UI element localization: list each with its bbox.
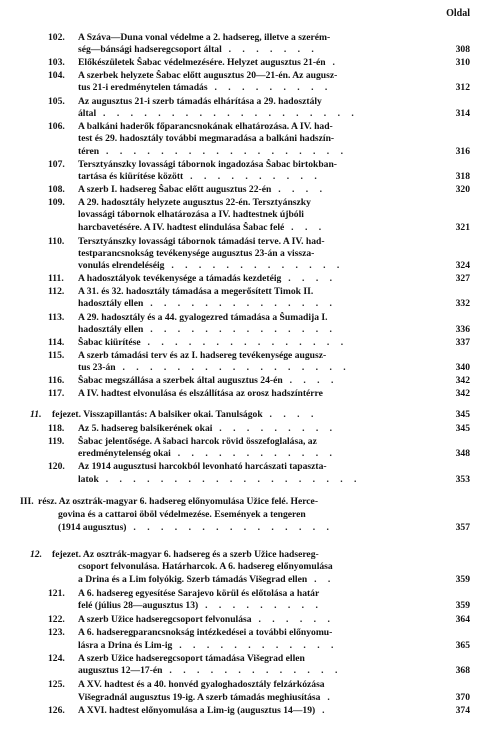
entry-number: 111.: [48, 273, 64, 284]
page-number: 320: [455, 184, 470, 195]
toc-chapter-line: [30, 549, 440, 560]
entry-title: A balkáni haderők főparancsnokának elhatározása. A IV. had-: [78, 121, 333, 132]
entry-title: A szerb Užice hadseregcsoport felvonulása: [78, 614, 252, 625]
toc-entry-line: [48, 197, 440, 208]
toc-entry-line: [78, 574, 440, 585]
toc-entry-line: [78, 298, 440, 309]
entry-number: III.: [20, 496, 34, 507]
dot-leader: . . . . . . . . . . . . . . .: [126, 522, 334, 533]
page-number: 327: [455, 273, 470, 284]
entry-title: Tersztyánszky lovassági tábornok ingadozása Šabac birtokban-: [78, 159, 337, 170]
page-number: 332: [455, 298, 470, 309]
toc-entry-line: [48, 159, 440, 170]
page-number: 324: [455, 260, 470, 271]
entry-title: augusztus 12—17-én: [78, 665, 163, 676]
page-number: 342: [455, 388, 470, 399]
entry-title: téren: [78, 146, 100, 157]
toc-entry-line: [78, 82, 440, 93]
dot-leader: . . . . . . . . . . . . .: [164, 260, 344, 271]
toc-entry-line: [48, 705, 440, 716]
entry-number: 124.: [48, 653, 65, 664]
entry-number: 107.: [48, 159, 65, 170]
entry-title: vonulás elrendeléséig: [78, 260, 165, 271]
toc-entry-line: [78, 665, 440, 676]
dot-leader: . . . .: [262, 409, 318, 420]
dot-leader: . . . .: [271, 184, 327, 195]
entry-title: Tersztyánszky lovassági tábornok támadási terve. A IV. had-: [78, 236, 325, 247]
dot-leader: . . . . . . . . . . . . .: [162, 665, 342, 676]
page-number: 364: [455, 614, 470, 625]
toc-entry-line: [78, 474, 440, 485]
entry-title: harcbavetésére. A IV. hadtest elindulása Šabac felé: [78, 222, 285, 233]
toc-entry-line: [78, 362, 440, 373]
dot-leader: . . . . . . . . . .: [183, 171, 322, 182]
toc-entry-line: [48, 96, 440, 107]
entry-title: tus 21-i eredménytelen támadás: [78, 82, 208, 93]
entry-title: csoport felvonulása. Határharcok. A 6. hadsereg előnyomulása: [78, 561, 333, 572]
dot-leader: . . . . . . . . . . . . . . . . .: [115, 362, 351, 373]
toc-entry-line: [48, 461, 440, 472]
dot-leader: . . . .: [282, 375, 338, 386]
page-number: 312: [455, 82, 470, 93]
page-number: 345: [455, 423, 470, 434]
dot-leader: . . . . . . . . . . . . . .: [143, 324, 337, 335]
toc-entry-line: [48, 337, 440, 348]
dot-leader: . . . . . .: [251, 614, 335, 625]
toc-entry-line: [78, 448, 440, 459]
entry-title: A szerb I. hadsereg Šabac előtt augusztus 22-én: [78, 184, 272, 195]
toc-entry-line: [48, 614, 440, 625]
toc-entry-line: [78, 248, 440, 259]
toc-entry-line: [78, 171, 440, 182]
entry-title: a Drina és a Lim folyókig. Szerb támadás Višegrad ellen: [78, 574, 308, 585]
dot-leader: . . . . . . . . . . . .: [170, 448, 337, 459]
entry-number: 112.: [48, 286, 65, 297]
toc-entry-line: [48, 588, 440, 599]
toc-chapter-line: [30, 409, 440, 420]
entry-title: tartása és kiürítése között: [78, 171, 184, 182]
entry-title: A 29. hadosztály és a 44. gyalogezred támadása a Šumadija I.: [78, 312, 328, 323]
entry-number: 118.: [48, 423, 65, 434]
page-number: 318: [455, 171, 470, 182]
entry-title: Az augusztus 21-i szerb támadás elhárítása a 29. hadosztály: [78, 96, 322, 107]
entry-title: A szerb Užice hadseregcsoport támadása Višegrad ellen: [78, 653, 305, 664]
toc-entry-line: [48, 70, 440, 81]
dot-leader: . . . . . . . . . . . . . .: [143, 298, 337, 309]
entry-title: fejezet. Az osztrák-magyar 6. hadsereg és a szerb Užice hadsereg-: [52, 549, 319, 560]
entry-title: felé (július 28—augusztus 13): [78, 600, 199, 611]
entry-title: A 6. hadseregparancsnokság intézkedései a további előnyomu-: [78, 627, 333, 638]
dot-leader: .: [315, 705, 329, 716]
page-number: 368: [455, 665, 470, 676]
page-number: 370: [455, 692, 470, 703]
page-number: 321: [455, 222, 470, 233]
page-number: 359: [455, 600, 470, 611]
entry-number: 119.: [48, 436, 65, 447]
toc-entry-line: [48, 273, 440, 284]
toc-entry-line: [48, 121, 440, 132]
entry-number: 11.: [30, 409, 42, 420]
entry-number: 120.: [48, 461, 65, 472]
entry-number: 123.: [48, 627, 65, 638]
toc-part-line: [20, 496, 440, 507]
entry-title: ség—bánsági hadseregcsoport által: [78, 44, 222, 55]
entry-title: A XV. hadtest és a 40. honvéd gyaloghadosztály felzárkózása: [78, 679, 325, 690]
page-number: 337: [455, 337, 470, 348]
toc-entry-line: [78, 44, 440, 55]
toc-entry-line: [48, 350, 440, 361]
dot-leader: .: [320, 692, 335, 703]
entry-title: fejezet. Visszapillantás: A balsiker okai. Tanulságok: [52, 409, 263, 420]
dot-leader: .: [325, 57, 340, 68]
entry-number: 117.: [48, 388, 65, 399]
entry-number: 108.: [48, 184, 65, 195]
entry-title: Az 5. hadsereg balsikerének okai: [78, 423, 213, 434]
dot-leader: . .: [307, 574, 335, 585]
dot-leader: . . . . . . . . . . . . . . . . . . .: [98, 474, 361, 485]
toc-entry-line: [48, 388, 440, 399]
entry-title: govina és a cattaroi öböl védelmezése. Események a tengeren: [58, 509, 306, 520]
entry-number: 113.: [48, 312, 65, 323]
entry-title: lovassági tábornok elhatározása a IV. hadtestnek újbóli: [78, 209, 304, 220]
entry-number: 103.: [48, 57, 65, 68]
entry-title: rész. Az osztrák-magyar 6. hadsereg előnyomulása Užice felé. Herce-: [38, 496, 319, 507]
entry-number: 106.: [48, 121, 65, 132]
page-number: 353: [455, 474, 470, 485]
toc-entry-line: [48, 32, 440, 43]
entry-number: 115.: [48, 350, 65, 361]
entry-title: tus 23-án: [78, 362, 116, 373]
page-number: 357: [455, 522, 470, 533]
toc-entry-line: [78, 561, 440, 572]
entry-title: által: [78, 108, 97, 119]
page-number: 359: [455, 574, 470, 585]
page-number: 365: [455, 640, 470, 651]
toc-part-line: [58, 509, 440, 520]
dot-leader: . . . . . . . . . . . . . . . . . . .: [96, 108, 359, 119]
toc-entry-line: [48, 436, 440, 447]
dot-leader: . . . .: [281, 273, 337, 284]
entry-number: 125.: [48, 679, 65, 690]
page-number: 345: [455, 409, 470, 420]
toc-entry-line: [48, 57, 440, 68]
toc-entry-line: [48, 627, 440, 638]
page-number: 374: [455, 705, 470, 716]
page-number: 310: [455, 57, 470, 68]
entry-title: A Száva—Duna vonal védelme a 2. hadsereg, illetve a szerém-: [78, 32, 331, 43]
entry-title: hadosztály ellen: [78, 298, 144, 309]
toc-entry-line: [78, 692, 440, 703]
dot-leader: . . . . . . . . . . . . . . .: [140, 337, 348, 348]
entry-title: Előkészületek Šabac védelmezésére. Helyzet augusztus 21-én: [78, 57, 326, 68]
entry-title: hadosztály ellen: [78, 324, 144, 335]
entry-number: 105.: [48, 96, 65, 107]
toc-entry-line: [48, 236, 440, 247]
toc-entry-line: [48, 653, 440, 664]
entry-number: 104.: [48, 70, 65, 81]
toc-entry-line: [48, 286, 440, 297]
entry-number: 109.: [48, 197, 65, 208]
page-number: 340: [455, 362, 470, 373]
toc-entry-line: [48, 423, 440, 434]
entry-title: A XVI. hadtest előnyomulása a Lim-ig (augusztus 14—19): [78, 705, 316, 716]
entry-number: 121.: [48, 588, 65, 599]
dot-leader: . . . . . . . . .: [212, 423, 337, 434]
toc-entry-line: [78, 146, 440, 157]
toc-entry-line: [48, 184, 440, 195]
toc-entry-line: [78, 600, 440, 611]
entry-number: 126.: [48, 705, 65, 716]
entry-title: A 6. hadsereg egyesítése Sarajevo körül és előtolása a határ: [78, 588, 320, 599]
entry-title: testparancsnokság tevékenysége augusztus 23-án a vissza-: [78, 248, 315, 259]
entry-number: 102.: [48, 32, 65, 43]
page-number: 316: [455, 146, 470, 157]
entry-title: A hadosztályok tevékenysége a támadás kezdetéig: [78, 273, 282, 284]
entry-title: eredménytelenség okai: [78, 448, 171, 459]
dot-leader: . . . . . . . . . . . .: [172, 640, 338, 651]
entry-title: latok: [78, 474, 99, 485]
dot-leader: . . . . . . .: [221, 44, 319, 55]
page-number: 342: [455, 375, 470, 386]
entry-number: 122.: [48, 614, 65, 625]
entry-title: A szerb támadási terv és az I. hadsereg tevékenysége augusz-: [78, 350, 327, 361]
page-number: 348: [455, 448, 470, 459]
toc-entry-line: [78, 260, 440, 271]
toc-entry-line: [78, 222, 440, 233]
entry-title: A szerbek helyzete Šabac előtt augusztus 20—21-én. Az augusz-: [78, 70, 338, 81]
toc-entry-line: [48, 375, 440, 386]
toc-entry-line: [48, 312, 440, 323]
dot-leader: . . . . . . . . .: [198, 600, 323, 611]
page-number: 336: [455, 324, 470, 335]
toc-entry-line: [78, 640, 440, 651]
entry-title: Višegradnál augusztus 19-ig. A szerb támadás meghiusítása: [78, 692, 321, 703]
entry-title: Šabac megszállása a szerbek által augusztus 24-én: [78, 375, 283, 386]
pages-column-header: Oldal: [446, 8, 470, 19]
entry-number: 114.: [48, 337, 65, 348]
toc-entry-line: [78, 209, 440, 220]
page-number: 314: [455, 108, 470, 119]
dot-leader: . . . . . . . . .: [207, 82, 332, 93]
entry-number: 12.: [30, 549, 42, 560]
entry-title: Šabac kiürítése: [78, 337, 141, 348]
page-number: 308: [455, 44, 470, 55]
entry-title: A 31. és 32. hadosztály támadása a megerősített Timok II.: [78, 286, 314, 297]
entry-title: A 29. hadosztály helyzete augusztus 22-én. Tersztyánszky: [78, 197, 311, 208]
entry-title: Šabac jelentősége. A šabaci harcok rövid összefoglalása, az: [78, 436, 317, 447]
entry-title: test és 29. hadosztály további megmaradása a balkáni hadszín-: [78, 133, 335, 144]
entry-title: lásra a Drina és Lim-ig: [78, 640, 173, 651]
entry-title: A IV. hadtest elvonulása és elszállítása az orosz hadszíntérre: [78, 388, 323, 399]
toc-entry-line: [78, 133, 440, 144]
toc-entry-line: [78, 108, 440, 119]
toc-entry-line: [48, 679, 440, 690]
entry-number: 116.: [48, 375, 65, 386]
toc-part-line: [58, 522, 440, 533]
toc-entry-line: [78, 324, 440, 335]
dot-leader: . . .: [284, 222, 326, 233]
entry-number: 110.: [48, 236, 65, 247]
entry-title: (1914 augusztus): [58, 522, 127, 533]
dot-leader: . . . . . . . . . . . . . . . . . .: [99, 146, 348, 157]
entry-title: Az 1914 augusztusi harcokból levonható harcászati tapaszta-: [78, 461, 327, 472]
